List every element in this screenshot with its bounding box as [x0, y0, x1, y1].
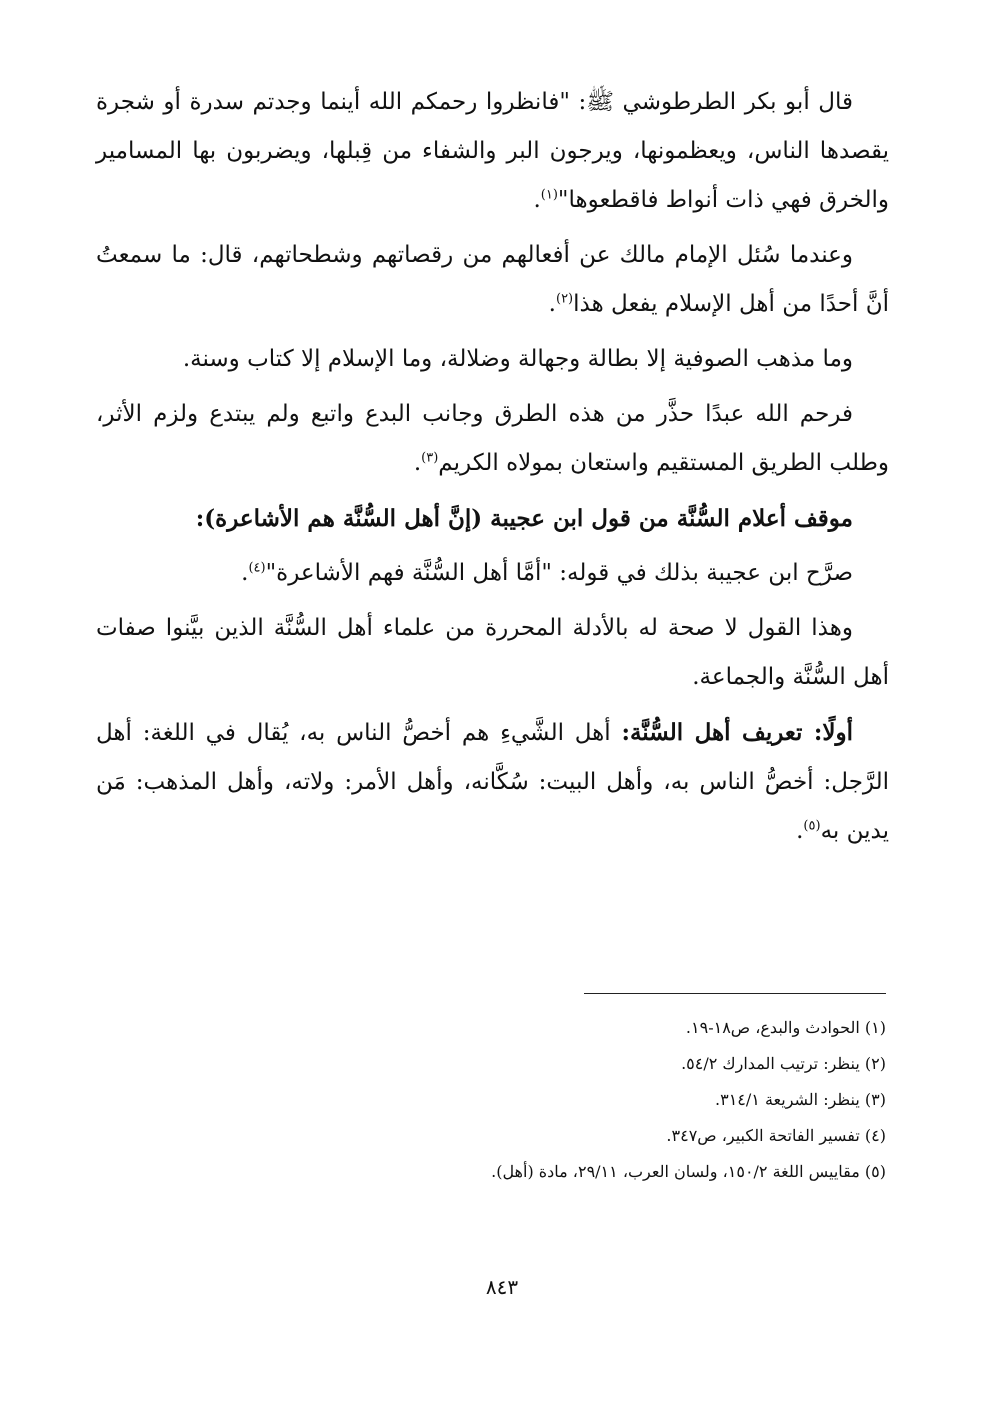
- footnote-5: (٥) مقاييس اللغة ١٥٠/٢، ولسان العرب، ٢٩/١١، مادة (أهل).: [491, 1162, 886, 1181]
- footnote-ref-5: (٥): [803, 818, 821, 834]
- footnote-ref-3: (٣): [421, 450, 439, 466]
- paragraph-text: صرَّح ابن عجيبة بذلك في قوله: "أمَّا أهل السُّنَّة فهم الأشاعرة": [265, 560, 853, 586]
- paragraph-text: وهذا القول لا صحة له بالأدلة المحررة من علماء أهل السُّنَّة الذين بيَّنوا صفات أهل السُّنَّة والجماعة.: [96, 615, 889, 690]
- paragraph-supplication: [96, 390, 889, 488]
- paragraph-text: أهل الشَّيءِ هم أخصُّ الناس به، يُقال في اللغة: أهل الرَّجل: أخصُّ الناس به، وأهل البيت: سُكَّانه، وأهل الأمر: ولاته، وأهل المذهب: مَن يدين به: [96, 720, 889, 844]
- paragraph-text: وما مذهب الصوفية إلا بطالة وجهالة وضلالة، وما الإسلام إلا كتاب وسنة.: [182, 346, 853, 372]
- paragraph-definition: [96, 708, 889, 856]
- footnote-3: (٣) ينظر: الشريعة ٣١٤/١.: [715, 1090, 886, 1109]
- page-number: ٨٤٣: [485, 1275, 519, 1299]
- paragraph-tail: .: [413, 450, 422, 476]
- footnotes: [106, 1010, 886, 1190]
- footnote-4: (٤) تفسير الفاتحة الكبير، ص٣٤٧.: [666, 1126, 886, 1145]
- footnote-ref-1: (١): [540, 187, 558, 203]
- paragraph-text: قال أبو بكر الطرطوشي ﷺ: "فانظروا رحمكم الله أينما وجدتم سدرة أو شجرة يقصدها الناس، ويعظمونها، ويرجون البر والشفاء من قِبلها، ويضربون بها المسامير والخرق فهي ذات أنواط فاقطعوها": [96, 89, 889, 213]
- paragraph-tail: .: [796, 818, 804, 844]
- footnote-1: (١) الحوادث والبدع، ص١٨-١٩.: [685, 1018, 886, 1037]
- definition-lead: أولًا: تعريف أهل السُّنَّة:: [621, 719, 854, 746]
- footnote-divider: [584, 993, 886, 994]
- paragraph-tail: .: [548, 291, 556, 317]
- paragraph-tail: .: [241, 560, 249, 586]
- footnote-ref-2: (٢): [555, 291, 574, 307]
- paragraph-tail: .: [533, 187, 541, 213]
- page-body: [96, 78, 889, 862]
- paragraph-text: وعندما سُئل الإمام مالك عن أفعالهم من رقصاتهم وشطحاتهم، قال: ما سمعتُ أنَّ أحدًا من أهل الإسلام يفعل هذا: [96, 242, 889, 317]
- paragraph-sufism-statement: [96, 335, 889, 384]
- footnote-ref-4: (٤): [248, 560, 266, 576]
- paragraph-malik-quote: [96, 231, 889, 329]
- paragraph-text: فرحم الله عبدًا حذَّر من هذه الطرق وجانب البدع واتبع ولم يبتدع ولزم الأثر، وطلب الطريق المستقيم واستعان بمولاه الكريم: [96, 401, 889, 476]
- footnote-2: (٢) ينظر: ترتيب المدارك ٥٤/٢.: [681, 1054, 886, 1073]
- paragraph-ibn-ajiba-quote: [96, 549, 889, 598]
- paragraph-refutation: [96, 604, 889, 702]
- paragraph-tartushi-quote: [96, 78, 889, 225]
- section-heading: موقف أعلام السُّنَّة من قول ابن عجيبة (إنَّ أهل السُّنَّة هم الأشاعرة):: [195, 505, 853, 532]
